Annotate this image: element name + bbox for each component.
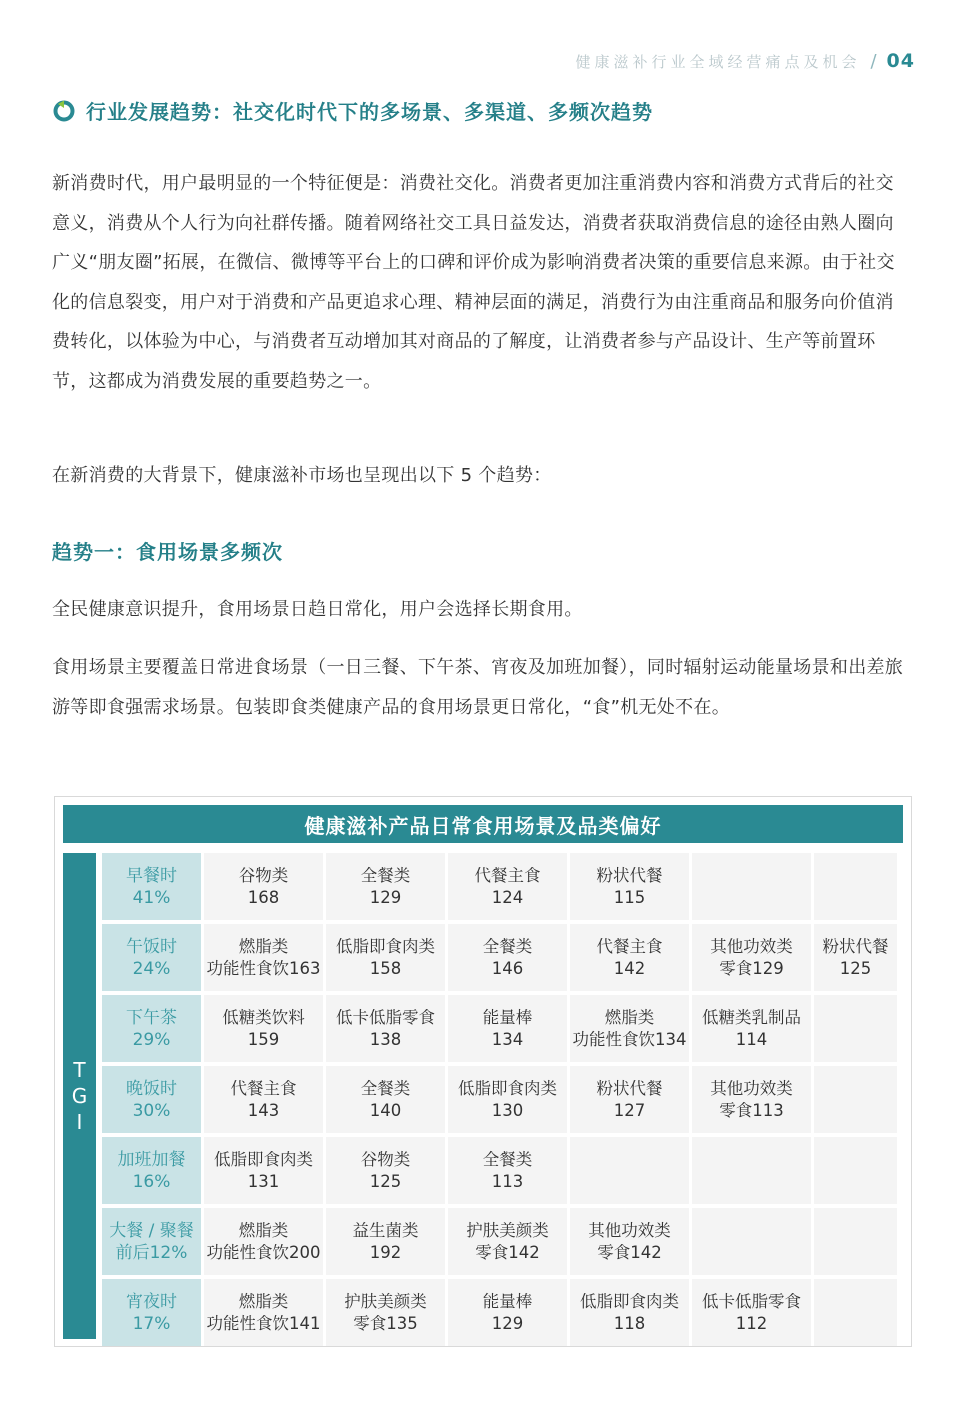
- category-tgi: 功能性食饮163: [206, 958, 321, 978]
- category-name: 粉状代餐: [596, 1078, 663, 1098]
- category-name: 燃脂类: [238, 936, 289, 956]
- category-name: 燃脂类: [604, 1007, 655, 1027]
- category-tgi: 146: [491, 958, 524, 978]
- category-name: 益生菌类: [352, 1220, 419, 1240]
- scene-name: 晚饭时: [126, 1078, 177, 1099]
- table-row: [102, 1279, 903, 1346]
- page-header: [575, 50, 915, 72]
- page-number: 04: [886, 50, 915, 72]
- category-cell: [204, 924, 323, 991]
- table-rows: [102, 853, 903, 1346]
- category-cell: [448, 1279, 567, 1346]
- category-cell: [570, 995, 689, 1062]
- category-tgi: 192: [369, 1242, 402, 1262]
- category-tgi: 127: [613, 1100, 646, 1120]
- category-cell: [814, 995, 897, 1062]
- category-tgi: 零食142: [475, 1242, 540, 1262]
- category-name: 代餐主食: [596, 936, 663, 956]
- category-tgi: 124: [491, 887, 524, 907]
- header-divider: /: [870, 51, 877, 72]
- category-tgi: 159: [247, 1029, 280, 1049]
- category-tgi: 零食113: [719, 1100, 784, 1120]
- category-tgi: 131: [247, 1171, 280, 1191]
- scene-percentage: 24%: [132, 958, 171, 979]
- scene-name: 宵夜时: [126, 1291, 177, 1312]
- section-heading: [52, 96, 653, 125]
- category-name: 全餐类: [482, 1149, 533, 1169]
- scene-cell: [102, 1279, 201, 1346]
- category-cell: [570, 924, 689, 991]
- category-name: 粉状代餐: [822, 936, 889, 956]
- paragraph-five-trends: 在新消费的大背景下，健康滋补市场也呈现出以下 5 个趋势：: [52, 465, 552, 486]
- category-tgi: 125: [839, 958, 872, 978]
- paragraph-eating-scenarios: 食用场景主要覆盖日常进食场景（一日三餐、下午茶、宵夜及加班加餐），同时辐射运动能量场景和出差旅游等即食强需求场景。包装即食类健康产品的食用场景更日常化，“食”机无处不在。: [52, 657, 904, 718]
- category-name: 其他功效类: [710, 936, 793, 956]
- category-name: 低卡低脂零食: [336, 1007, 435, 1027]
- category-name: 代餐主食: [474, 865, 541, 885]
- category-tgi: 130: [491, 1100, 524, 1120]
- category-tgi: 功能性食饮200: [206, 1242, 321, 1262]
- category-cell: [814, 1208, 897, 1275]
- category-name: 代餐主食: [230, 1078, 297, 1098]
- category-cell: [204, 995, 323, 1062]
- scene-percentage: 17%: [132, 1313, 171, 1334]
- category-tgi: 功能性食饮141: [206, 1313, 321, 1333]
- scene-name: 午饭时: [126, 936, 177, 957]
- category-cell: [692, 1137, 811, 1204]
- category-name: 低卡低脂零食: [702, 1291, 801, 1311]
- scene-cell: [102, 995, 201, 1062]
- table-row: [102, 995, 903, 1062]
- category-cell: [570, 1279, 689, 1346]
- scene-cell: [102, 924, 201, 991]
- category-cell: [326, 1208, 445, 1275]
- category-cell: [692, 924, 811, 991]
- category-cell: [692, 1279, 811, 1346]
- category-name: 低脂即食肉类: [336, 936, 435, 956]
- category-name: 能量棒: [482, 1291, 533, 1311]
- scene-cell: [102, 1208, 201, 1275]
- category-cell: [448, 924, 567, 991]
- category-tgi: 125: [369, 1171, 402, 1191]
- category-cell: [204, 1208, 323, 1275]
- category-cell: [692, 1066, 811, 1133]
- scene-percentage: 29%: [132, 1029, 171, 1050]
- category-cell: [204, 1066, 323, 1133]
- category-cell: [326, 1066, 445, 1133]
- category-tgi: 142: [613, 958, 646, 978]
- scene-percentage: 30%: [132, 1100, 171, 1121]
- trend-one-heading: 趋势一：食用场景多频次: [52, 540, 283, 564]
- tgi-letter: T: [73, 1058, 86, 1082]
- category-tgi: 168: [247, 887, 280, 907]
- table-title: 健康滋补产品日常食用场景及品类偏好: [63, 805, 903, 843]
- category-name: 全餐类: [482, 936, 533, 956]
- category-tgi: 129: [369, 887, 402, 907]
- category-name: 燃脂类: [238, 1291, 289, 1311]
- category-cell: [692, 853, 811, 920]
- category-name: 其他功效类: [588, 1220, 671, 1240]
- category-cell: [692, 995, 811, 1062]
- scene-cell: [102, 1066, 201, 1133]
- category-cell: [448, 1208, 567, 1275]
- category-name: 低脂即食肉类: [580, 1291, 679, 1311]
- section-title: 行业发展趋势：社交化时代下的多场景、多渠道、多频次趋势: [86, 100, 653, 124]
- paragraph-consumption-socialization: 新消费时代，用户最明显的一个特征便是：消费社交化。消费者更加注重消费内容和消费方式背后的社交意义，消费从个人行为向社群传播。随着网络社交工具日益发达，消费者获取消费信息的途径由熟人圈向广义“朋友圈”拓展，在微信、微博等平台上的口碑和评价成为影响消费者决策的重要信息来源。由于社交化的信息裂变，用户对于消费和产品更追求心理、精神层面的满足，消费行为由注重商品和服务向价值消费转化，以体验为中心，与消费者互动增加其对商品的了解度，让消费者参与产品设计、生产等前置环节，这都成为消费发展的重要趋势之一。: [52, 173, 895, 392]
- table-row: [102, 1208, 903, 1275]
- report-title: 健康滋补行业全域经营痛点及机会: [575, 53, 861, 71]
- category-cell: [448, 995, 567, 1062]
- category-tgi: 158: [369, 958, 402, 978]
- category-tgi: 113: [491, 1171, 524, 1191]
- scene-name: 大餐 / 聚餐: [109, 1220, 194, 1241]
- tgi-label: [63, 853, 96, 1339]
- category-tgi: 功能性食饮134: [572, 1029, 687, 1049]
- scene-percentage: 16%: [132, 1171, 171, 1192]
- circular-arrow-icon: [52, 99, 76, 123]
- category-tgi: 140: [369, 1100, 402, 1120]
- category-cell: [204, 853, 323, 920]
- category-cell: [814, 1137, 897, 1204]
- category-cell: [448, 1137, 567, 1204]
- category-name: 低糖类乳制品: [702, 1007, 801, 1027]
- category-name: 全餐类: [360, 865, 411, 885]
- category-cell: [570, 1066, 689, 1133]
- category-name: 能量棒: [482, 1007, 533, 1027]
- category-tgi: 118: [613, 1313, 646, 1333]
- category-name: 护肤美颜类: [344, 1291, 427, 1311]
- category-tgi: 143: [247, 1100, 280, 1120]
- category-cell: [448, 1066, 567, 1133]
- category-cell: [326, 995, 445, 1062]
- category-name: 低脂即食肉类: [458, 1078, 557, 1098]
- category-cell: [326, 853, 445, 920]
- category-tgi: 138: [369, 1029, 402, 1049]
- category-cell: [570, 1137, 689, 1204]
- scene-cell: [102, 853, 201, 920]
- scene-cell: [102, 1137, 201, 1204]
- category-tgi: 112: [735, 1313, 768, 1333]
- category-cell: [326, 924, 445, 991]
- category-name: 低脂即食肉类: [214, 1149, 313, 1169]
- scene-name: 下午茶: [126, 1007, 177, 1028]
- category-name: 谷物类: [360, 1149, 411, 1169]
- scene-name: 加班加餐: [117, 1149, 186, 1170]
- category-cell: [448, 853, 567, 920]
- category-cell: [814, 924, 897, 991]
- category-name: 全餐类: [360, 1078, 411, 1098]
- category-name: 粉状代餐: [596, 865, 663, 885]
- category-name: 低糖类饮料: [222, 1007, 305, 1027]
- category-name: 其他功效类: [710, 1078, 793, 1098]
- scene-percentage: 前后12%: [115, 1242, 188, 1263]
- paragraph-health-awareness: 全民健康意识提升，食用场景日趋日常化，用户会选择长期食用。: [52, 599, 583, 620]
- category-tgi: 零食135: [353, 1313, 418, 1333]
- category-cell: [814, 853, 897, 920]
- category-tgi: 零食142: [597, 1242, 662, 1262]
- category-tgi: 134: [491, 1029, 524, 1049]
- category-tgi: 115: [613, 887, 646, 907]
- category-cell: [570, 1208, 689, 1275]
- table-row: [102, 924, 903, 991]
- category-name: 护肤美颜类: [466, 1220, 549, 1240]
- tgi-letter: G: [71, 1084, 88, 1108]
- category-name: 燃脂类: [238, 1220, 289, 1240]
- table-row: [102, 853, 903, 920]
- table-row: [102, 1066, 903, 1133]
- category-name: 谷物类: [238, 865, 289, 885]
- tgi-letter: I: [76, 1110, 83, 1134]
- category-tgi: 129: [491, 1313, 524, 1333]
- category-cell: [326, 1137, 445, 1204]
- category-cell: [814, 1279, 897, 1346]
- category-cell: [204, 1137, 323, 1204]
- scene-percentage: 41%: [132, 887, 171, 908]
- category-tgi: 零食129: [719, 958, 784, 978]
- table-row: [102, 1137, 903, 1204]
- scenario-preference-table: [54, 796, 912, 1347]
- scene-name: 早餐时: [126, 865, 177, 886]
- category-cell: [326, 1279, 445, 1346]
- category-cell: [570, 853, 689, 920]
- category-cell: [204, 1279, 323, 1346]
- category-tgi: 114: [735, 1029, 768, 1049]
- category-cell: [814, 1066, 897, 1133]
- category-cell: [692, 1208, 811, 1275]
